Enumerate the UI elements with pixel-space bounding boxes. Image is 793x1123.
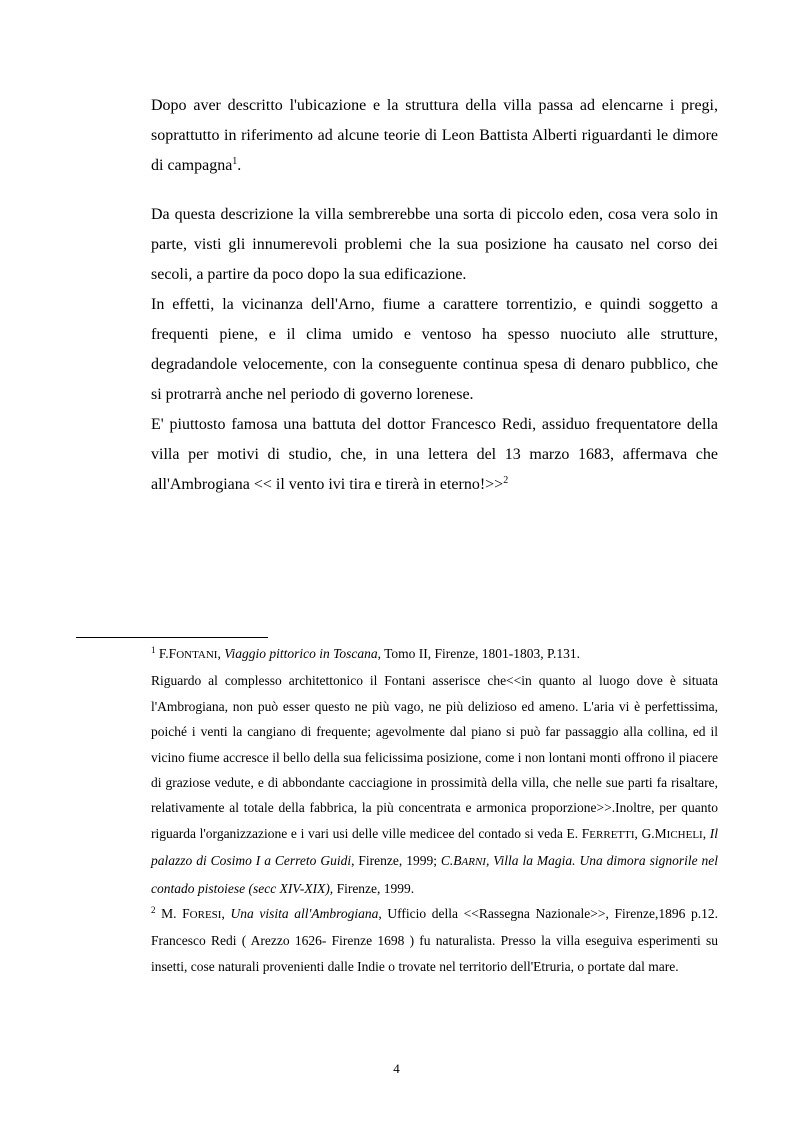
footnote-ref-1[interactable]: 1	[232, 156, 238, 167]
footnote-2	[151, 901, 718, 979]
footnote-ref-2[interactable]: 2	[503, 475, 509, 486]
footnote-2-text: , Ufficio della <<Rassegna Nazionale>>, Firenze,1896 p.12. Francesco Redi ( Arezzo 1626- Firenze 1698 ) fu naturalista. Presso la villa eseguiva esperimenti su insetti, cose naturali provenienti dalle Indie o trovate nel territorio dell'Etruria, o portate dal mare.	[151, 906, 718, 974]
footnote-1-author2-sep: , G.M	[634, 825, 667, 841]
footnote-1-author2b-rest: ICHELI	[666, 828, 703, 841]
footnote-1	[151, 641, 718, 668]
paragraph-1-end: .	[237, 157, 242, 174]
footnote-1-author3-initial: C.B	[440, 853, 462, 869]
paragraph-2: Da questa descrizione la villa sembrerebbe una sorta di piccolo eden, cosa vera solo in parte, visti gli innumerevoli problemi che la sua posizione ha causato nel corso dei secoli, a partire da poco dopo la sua edificazione.	[151, 206, 718, 283]
paragraph-1	[151, 91, 718, 181]
footnote-1-title3: , Villa la Magia. Una dimora signorile nel contado pistoiese (secc XIV-XIX),	[151, 853, 718, 896]
footnote-1-title: Viaggio pittorico in Toscana	[224, 646, 378, 661]
footnote-1-author2-initial: E. F	[566, 825, 590, 841]
footnote-1-sep: ,	[217, 646, 225, 661]
footnote-separator	[76, 637, 268, 638]
paragraph-3: In effetti, la vicinanza dell'Arno, fiume a carattere torrentizio, e quindi soggetto a frequenti piene, e il clima umido e ventoso ha spesso nuociuto alle strutture, degradandole velocemente, con la conseguente continua spesa di denaro pubblico, che si protrarrà anche nel periodo di governo lorenese.	[151, 296, 718, 403]
paragraph-1-text	[151, 91, 718, 181]
footnote-1-title2: Il palazzo di Cosimo I a Cerreto Guidi	[151, 825, 718, 869]
footnote-1-publication: , Tomo II, Firenze, 1801-1803, P.131.	[377, 646, 581, 661]
footnote-1-author3-rest: ARNI	[461, 856, 486, 869]
footnote-1-number: 1	[151, 645, 156, 655]
paragraph-1-body: Dopo aver descritto l'ubicazione e la struttura della villa passa ad elencarne i pregi, soprattutto in riferimento ad alcune teorie di Leon Battista Alberti riguardanti le dimore di campagna	[151, 97, 718, 174]
paragraph-4	[151, 410, 718, 500]
paragraph-4-body: E' piuttosto famosa una battuta del dottor Francesco Redi, assiduo frequentatore della villa per motivi di studio, che, in una lettera del 13 marzo 1683, affermava che all'Ambrogiana << il vento ivi tira e tirerà in eterno!>>	[151, 416, 718, 493]
footnote-1-author-rest: ONTANI	[176, 649, 218, 661]
footnote-1-publication3: Firenze, 1999.	[333, 880, 415, 896]
paragraphs-block	[151, 200, 718, 500]
footnotes	[151, 641, 718, 979]
footnote-1-author-initial: F.F	[158, 646, 177, 661]
footnote-1-author2-comma: ,	[702, 825, 707, 841]
footnote-1-author2-rest: ERRETTI	[589, 828, 635, 841]
footnote-1-publication2: , Firenze, 1999;	[351, 853, 441, 869]
footnote-2-author-initial: M. F	[155, 906, 190, 922]
footnote-2-number: 2	[151, 905, 156, 916]
page-number: 4	[393, 1061, 400, 1076]
footnote-2-title: Una visita all'Ambrogiana	[230, 906, 379, 922]
footnote-2-author-rest: ORESI	[189, 909, 222, 922]
footnote-1-quote: Riguardo al complesso architettonico il Fontani asserisce che<<in quanto al luogo dove è situata l'Ambrogiana, non può esser questo ne più vago, ne più delizioso ed ameno. L'aria vi è perfettissima, poiché i venti la cangiano di frequente; agevolmente dal piano si può far passaggio alla collina, ed il vicino fiume accresce il bello della sua felicissima posizione, come i non lontani monti offrono il piacere di graziose vedute, e di abbondante cacciagione in prossimità della villa, che nelle sue parti fa risaltare, relativamente al totale della fabbrica, la più concentrata e armonica proporzione>>.Inoltre, per quanto riguarda l'organizzazione e i vari usi delle ville medicee del contado si veda	[151, 673, 718, 841]
footnote-2-sep: ,	[221, 906, 231, 922]
footnote-1-continuation	[151, 668, 718, 901]
